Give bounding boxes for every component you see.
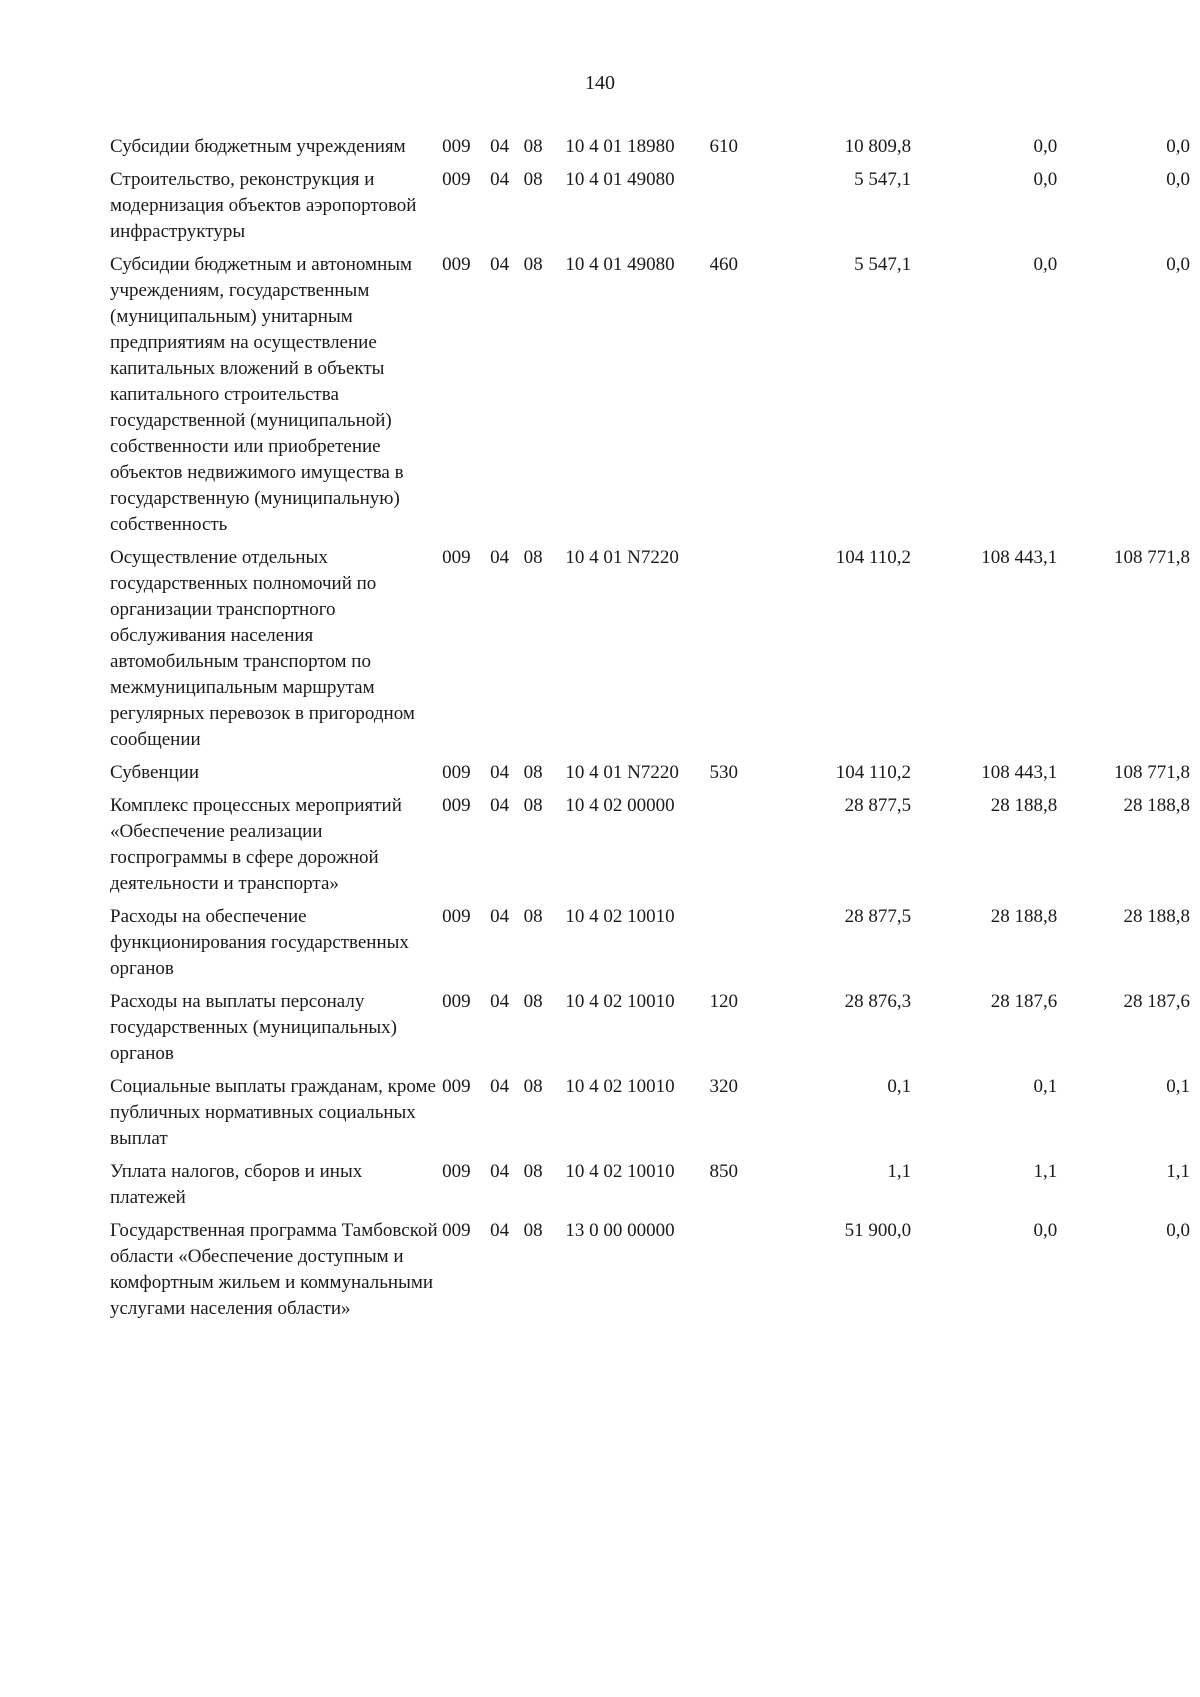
- amount-year-3: 0,1: [1166, 1076, 1190, 1097]
- amount-year-3: 0,0: [1166, 1220, 1190, 1241]
- amount-year-3: 0,0: [1166, 136, 1190, 157]
- expense-name: Строительство, реконструкция и модернизация объектов аэропортовой инфраструктуры: [110, 169, 417, 242]
- department-code: 009: [442, 1076, 471, 1097]
- table-row: [110, 134, 1190, 167]
- table-row: [110, 760, 1190, 793]
- subsection-code: 08: [523, 169, 543, 190]
- table-row: [110, 252, 1190, 545]
- amount-year-1: 10 809,8: [844, 136, 912, 157]
- expense-name: Субвенции: [110, 762, 200, 783]
- subsection-code: 08: [523, 136, 543, 157]
- amount-year-1: 28 877,5: [844, 795, 912, 816]
- department-code: 009: [442, 169, 471, 190]
- target-article-code: 10 4 02 10010: [565, 1076, 675, 1097]
- table-row: [110, 1074, 1190, 1159]
- section-code: 04: [490, 254, 510, 275]
- subsection-code: 08: [523, 906, 543, 927]
- section-code: 04: [490, 169, 510, 190]
- section-code: 04: [490, 795, 510, 816]
- page-number: 140: [585, 72, 615, 94]
- table-row: [110, 793, 1190, 904]
- section-code: 04: [490, 1220, 510, 1241]
- expense-name: Государственная программа Тамбовской области «Обеспечение доступным и комфортным жильем и коммунальными услугами населения области»: [110, 1220, 438, 1319]
- target-article-code: 10 4 01 18980: [565, 136, 675, 157]
- expense-type-code: 610: [709, 136, 738, 157]
- amount-year-2: 0,0: [1033, 254, 1058, 275]
- expense-name: Осуществление отдельных государственных полномочий по организации транспортного обслуживания населения автомобильным транспортом по межмуниципальным маршрутам регулярных перевозок в пригородном сообщении: [110, 547, 415, 750]
- department-code: 009: [442, 906, 471, 927]
- amount-year-2: 28 188,8: [990, 906, 1058, 927]
- amount-year-3: 28 188,8: [1123, 795, 1190, 816]
- department-code: 009: [442, 547, 471, 568]
- table-row: [110, 989, 1190, 1074]
- amount-year-2: 108 443,1: [981, 762, 1058, 783]
- target-article-code: 13 0 00 00000: [565, 1220, 675, 1241]
- budget-table: [110, 134, 1190, 1329]
- amount-year-1: 104 110,2: [835, 547, 912, 568]
- subsection-code: 08: [523, 762, 543, 783]
- amount-year-1: 28 876,3: [844, 991, 912, 1012]
- department-code: 009: [442, 254, 471, 275]
- expense-name: Комплекс процессных мероприятий «Обеспечение реализации госпрограммы в сфере дорожной деятельности и транспорта»: [110, 795, 402, 894]
- subsection-code: 08: [523, 1220, 543, 1241]
- amount-year-2: 108 443,1: [981, 547, 1058, 568]
- subsection-code: 08: [523, 991, 543, 1012]
- amount-year-2: 0,0: [1033, 169, 1058, 190]
- expense-name: Уплата налогов, сборов и иных платежей: [110, 1161, 363, 1208]
- expense-type-code: 530: [709, 762, 738, 783]
- section-code: 04: [490, 136, 510, 157]
- target-article-code: 10 4 01 N7220: [565, 547, 679, 568]
- subsection-code: 08: [523, 1076, 543, 1097]
- department-code: 009: [442, 1161, 471, 1182]
- amount-year-3: 108 771,8: [1114, 547, 1190, 568]
- subsection-code: 08: [523, 1161, 543, 1182]
- amount-year-2: 0,0: [1033, 136, 1058, 157]
- amount-year-2: 28 188,8: [990, 795, 1058, 816]
- target-article-code: 10 4 02 10010: [565, 991, 675, 1012]
- expense-name: Расходы на выплаты персоналу государственных (муниципальных) органов: [110, 991, 397, 1064]
- target-article-code: 10 4 01 49080: [565, 254, 675, 275]
- amount-year-3: 0,0: [1166, 169, 1190, 190]
- section-code: 04: [490, 1161, 510, 1182]
- amount-year-1: 51 900,0: [844, 1220, 912, 1241]
- amount-year-1: 5 547,1: [854, 254, 912, 275]
- budget-table-body: [110, 134, 1190, 1329]
- department-code: 009: [442, 136, 471, 157]
- amount-year-1: 1,1: [887, 1161, 912, 1182]
- target-article-code: 10 4 01 49080: [565, 169, 675, 190]
- amount-year-1: 0,1: [887, 1076, 912, 1097]
- amount-year-3: 28 187,6: [1123, 991, 1190, 1012]
- expense-type-code: 460: [709, 254, 738, 275]
- subsection-code: 08: [523, 547, 543, 568]
- table-row: [110, 545, 1190, 760]
- expense-type-code: 850: [709, 1161, 738, 1182]
- expense-type-code: [709, 904, 761, 989]
- table-row: [110, 1218, 1190, 1329]
- department-code: 009: [442, 991, 471, 1012]
- expense-type-code: [709, 1218, 761, 1329]
- amount-year-1: 5 547,1: [854, 169, 912, 190]
- expense-type-code: [709, 545, 761, 760]
- section-code: 04: [490, 1076, 510, 1097]
- department-code: 009: [442, 795, 471, 816]
- target-article-code: 10 4 02 10010: [565, 906, 675, 927]
- table-row: [110, 904, 1190, 989]
- amount-year-2: 0,1: [1033, 1076, 1058, 1097]
- amount-year-2: 28 187,6: [990, 991, 1058, 1012]
- expense-type-code: 120: [709, 991, 738, 1012]
- subsection-code: 08: [523, 254, 543, 275]
- expense-type-code: 320: [709, 1076, 738, 1097]
- amount-year-3: 28 188,8: [1123, 906, 1190, 927]
- section-code: 04: [490, 762, 510, 783]
- department-code: 009: [442, 1220, 471, 1241]
- expense-name: Социальные выплаты гражданам, кроме публичных нормативных социальных выплат: [110, 1076, 436, 1149]
- expense-name: Расходы на обеспечение функционирования государственных органов: [110, 906, 409, 979]
- amount-year-1: 104 110,2: [835, 762, 912, 783]
- amount-year-3: 0,0: [1166, 254, 1190, 275]
- amount-year-3: 108 771,8: [1114, 762, 1190, 783]
- section-code: 04: [490, 547, 510, 568]
- section-code: 04: [490, 906, 510, 927]
- table-row: [110, 167, 1190, 252]
- target-article-code: 10 4 02 00000: [565, 795, 675, 816]
- department-code: 009: [442, 762, 471, 783]
- section-code: 04: [490, 991, 510, 1012]
- expense-type-code: [709, 167, 761, 252]
- expense-name: Субсидии бюджетным и автономным учреждениям, государственным (муниципальным) унитарным предприятиям на осуществление капитальных вложений в объекты капитального строительства государственной (муниципальной) собственности или приобретение объектов недвижимого имущества в государственную (муниципальную) собственность: [110, 254, 413, 535]
- target-article-code: 10 4 02 10010: [565, 1161, 675, 1182]
- expense-type-code: [709, 793, 761, 904]
- subsection-code: 08: [523, 795, 543, 816]
- expense-name: Субсидии бюджетным учреждениям: [110, 136, 406, 157]
- amount-year-1: 28 877,5: [844, 906, 912, 927]
- amount-year-2: 0,0: [1033, 1220, 1058, 1241]
- table-row: [110, 1159, 1190, 1218]
- amount-year-3: 1,1: [1166, 1161, 1190, 1182]
- amount-year-2: 1,1: [1033, 1161, 1058, 1182]
- target-article-code: 10 4 01 N7220: [565, 762, 679, 783]
